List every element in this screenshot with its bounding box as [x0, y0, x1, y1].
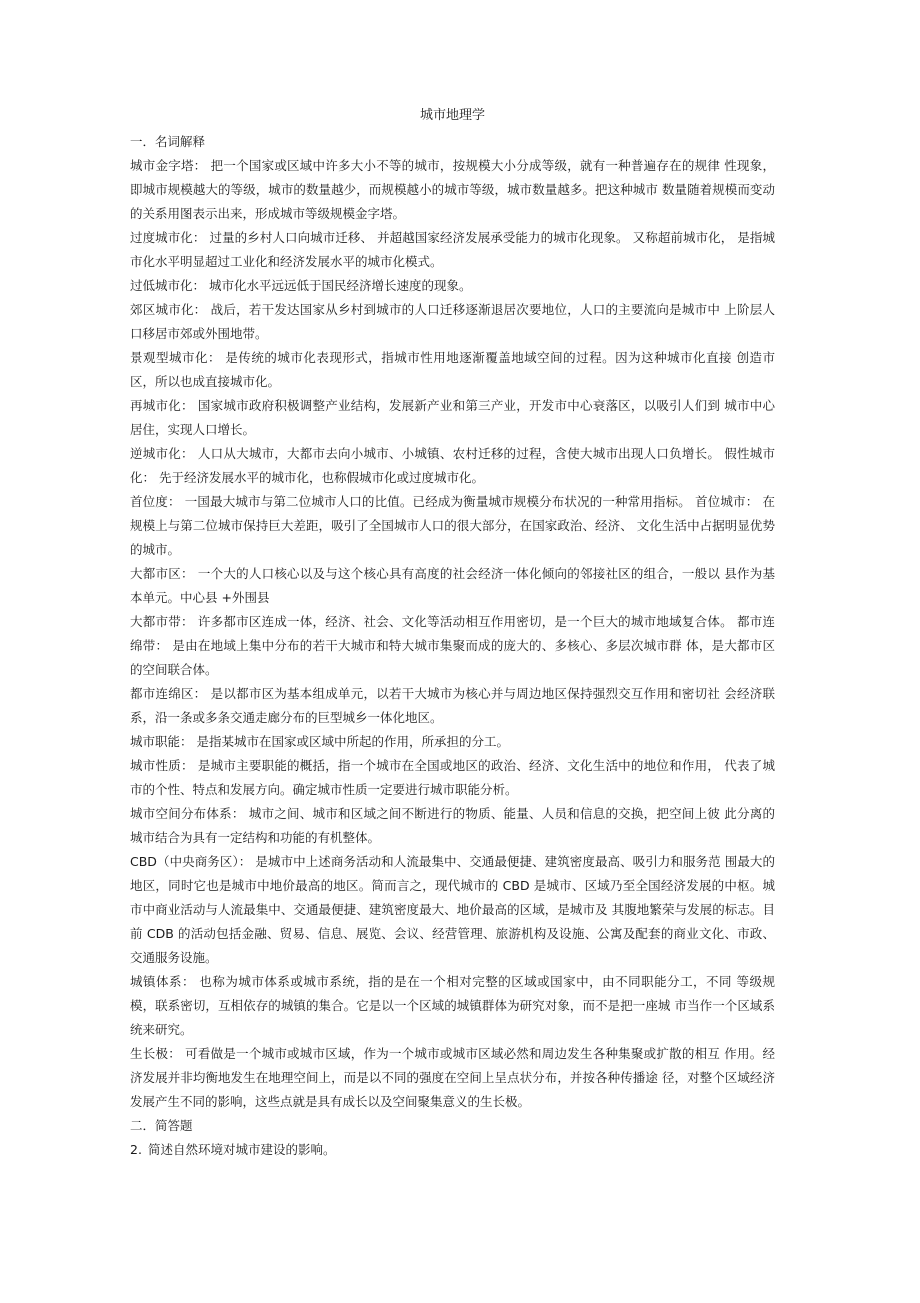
definition-text: 可看做是一个城市或城市区域，作为一个城市或城市区域必然和周边发生各种集聚或扩散的相互 作用。经济发展并非均衡地发生在地理空间上，而是以不同的强度在空间上呈点状分布，并按各种传播途 径，对整个区域经济发展产生不同的影响，这些点就是具有成长以及空间聚集意义的生长极。 — [130, 1046, 775, 1109]
definition-entry — [130, 970, 775, 1042]
definition-term: 大都市带： — [130, 614, 194, 629]
definition-entry — [130, 802, 775, 850]
definition-text: 人口从大城市，大都市去向小城市、小城镇、农村迁移的过程，含使大城市出现人口负增长。 假性城市化： 先于经济发展水平的城市化，也称假城市化或过度城市化。 — [130, 446, 775, 485]
definition-entry — [130, 562, 775, 610]
definition-text: 是城市中上述商务活动和人流最集中、交通最便捷、建筑密度最高、吸引力和服务范 围最大的地区，同时它也是城市中地价最高的地区。简而言之，现代城市的 CBD 是城市、区域乃至全国经济发展的中枢。城市中商业活动与人流最集中、交通最便捷、建筑密度最大、地价最高的区域，是城市及 其腹地繁荣与发展的标志。目前 CDB 的活动包括金融、贸易、信息、展览、会议、经营管理、旅游机构及设施、公寓及配套的商业文化、市政、交通服务设施。 — [130, 854, 775, 965]
section-heading-questions: 二．简答题 — [130, 1118, 193, 1133]
definition-entry — [130, 154, 775, 226]
definition-term: 城市金字塔： — [130, 158, 207, 173]
definition-text: 是指某城市在国家或区域中所起的作用，所承担的分工。 — [196, 734, 510, 749]
definitions-list — [130, 154, 775, 1114]
definition-text: 过量的乡村人口向城市迁移、 并超越国家经济发展承受能力的城市化现象。 又称超前城市化， 是指城市化水平明显超过工业化和经济发展水平的城市化模式。 — [130, 230, 775, 269]
definition-entry — [130, 298, 775, 346]
definition-text: 是传统的城市化表现形式，指城市性用地逐渐覆盖地域空间的过程。因为这种城市化直接 创造市区，所以也成直接城市化。 — [130, 350, 775, 389]
section-heading-definitions: 一．名词解释 — [130, 134, 206, 149]
definition-term: 都市连绵区： — [130, 686, 207, 701]
definition-term: 生长极： — [130, 1046, 181, 1061]
definition-term: 景观型城市化： — [130, 350, 221, 365]
definition-term: 过度城市化： — [130, 230, 206, 245]
document-title: 城市地理学 — [419, 108, 485, 123]
definition-term: 大都市区： — [130, 566, 194, 581]
definition-entry — [130, 730, 775, 754]
definition-text: 国家城市政府积极调整产业结构，发展新产业和第三产业，开发市中心衰落区，以吸引人们到 城市中心居住，实现人口增长。 — [130, 398, 775, 437]
definition-entry — [130, 274, 775, 298]
definition-entry — [130, 610, 775, 682]
definition-text: 是以都市区为基本组成单元，以若干大城市为核心并与周边地区保持强烈交互作用和密切社 会经济联系，沿一条或多条交通走廊分布的巨型城乡一体化地区。 — [130, 686, 775, 725]
definition-text: 是城市主要职能的概括，指一个城市在全国或地区的政治、经济、文化生活中的地位和作用， 代表了城市的个性、特点和发展方向。确定城市性质一定要进行城市职能分析。 — [130, 758, 775, 797]
definition-entry — [130, 754, 775, 802]
question-item — [130, 1138, 775, 1162]
definition-text: 城市化水平远远低于国民经济增长速度的现象。 — [209, 278, 472, 293]
definition-entry — [130, 850, 775, 970]
definition-term: 再城市化： — [130, 398, 194, 413]
definition-entry — [130, 1042, 775, 1114]
definition-entry — [130, 682, 775, 730]
definition-text: 战后，若干发达国家从乡村到城市的人口迁移逐渐退居次要地位，人口的主要流向是城市中 上阶层人口移居市郊或外围地带。 — [130, 302, 775, 341]
definition-entry — [130, 346, 775, 394]
definition-text: 城市之间、城市和区域之间不断进行的物质、能量、人员和信息的交换，把空间上彼 此分离的城市结合为具有一定结构和功能的有机整体。 — [130, 806, 775, 845]
definition-term: CBD（中央商务区）： — [130, 854, 252, 869]
definition-text: 也称为城市体系或城市系统，指的是在一个相对完整的区域或国家中，由不同职能分工，不同 等级规模，联系密切，互相依存的城镇的集合。它是以一个区域的城镇群体为研究对象，而不是把一座城 市当作一个区域系统来研究。 — [130, 974, 775, 1037]
definition-text: 一国最大城市与第二位城市人口的比值。已经成为衡量城市规模分布状况的一种常用指标。 首位城市： 在规模上与第二位城市保持巨大差距，吸引了全国城市人口的很大部分，在国家政治、经济、 文化生活中占据明显优势的城市。 — [130, 494, 775, 557]
definition-text: 许多都市区连成一体，经济、社会、文化等活动相互作用密切，是一个巨大的城市地域复合体。 都市连绵带： 是由在地域上集中分布的若干大城市和特大城市集聚而成的庞大的、多核心、多层次城市群 体，是大都市区的空间联合体。 — [130, 614, 775, 677]
definition-text: 一个大的人口核心以及与这个核心具有高度的社会经济一体化倾向的邻接社区的组合，一般以 县作为基本单元。中心县 +外围县 — [130, 566, 775, 605]
definition-entry — [130, 226, 775, 274]
definition-entry — [130, 394, 775, 442]
question-text: 简述自然环境对城市建设的影响。 — [147, 1142, 336, 1157]
definition-term: 城市性质： — [130, 758, 194, 773]
definition-entry — [130, 442, 775, 490]
definition-text: 把一个国家或区域中许多大小不等的城市，按规模大小分成等级，就有一种普遍存在的规律 性现象，即城市规模越大的等级，城市的数量越少，而规模越小的城市等级，城市数量越多。把这种城市 数量随着规模而变动的关系用图表示出来，形成城市等级规模金字塔。 — [130, 158, 775, 221]
definition-term: 城市空间分布体系： — [130, 806, 245, 821]
question-number: 2. — [130, 1142, 142, 1157]
definition-term: 首位度： — [130, 494, 181, 509]
document-page — [130, 104, 775, 1162]
definition-term: 逆城市化： — [130, 446, 194, 461]
definition-term: 城市职能： — [130, 734, 193, 749]
definition-entry — [130, 490, 775, 562]
definition-term: 过低城市化： — [130, 278, 206, 293]
definition-term: 城镇体系： — [130, 974, 195, 989]
definition-term: 郊区城市化： — [130, 302, 207, 317]
